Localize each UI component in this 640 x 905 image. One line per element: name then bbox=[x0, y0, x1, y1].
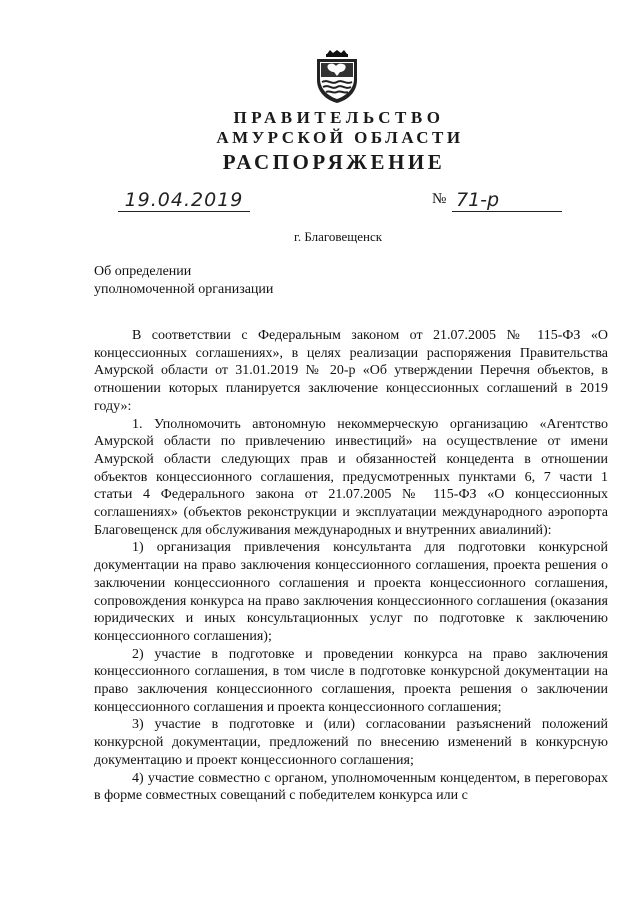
body-paragraph-subitem-1: 1) организация привлечения консультанта для подготовки конкурсной документации на право заключения концессионного соглашения, проекта решения о заключении концессионного соглашения и проекта концессионного соглашения, сопровождения конкурса на право заключения концессионного соглашения (оказания юридических и иных консультационных услуг по подготовке к заключению концессионного соглашения); bbox=[94, 540, 608, 644]
document-subject bbox=[94, 263, 273, 299]
body-paragraph-preamble: В соответствии с Федеральным законом от 21.07.2005 № 115-ФЗ «О концессионных соглашениях», в целях реализации распоряжения Правительства Амурской области от 31.01.2019 № 20-р «Об утверждении Перечня объектов, в отношении которых планируется заключение концессионных соглашений в 2019 году»: bbox=[94, 328, 608, 414]
city: г. Благовещенск bbox=[293, 229, 383, 244]
body-paragraph-item-1: 1. Уполномочить автономную некоммерческую организацию «Агентство Амурской области по привлечению инвестиций» на осуществление от имени Амурской области следующих прав и обязанностей концедента в отношении объектов концессионного соглашения, предусмотренных пунктами 6, 7 части 1 статьи 4 Федерального закона от 21.07.2005 № 115-ФЗ «О концессионных соглашениях» (объектов реконструкции и эксплуатации международного аэропорта Благовещенск для обслуживания международных и внутренних авиалиний): bbox=[94, 416, 608, 538]
body-paragraph-subitem-4: 4) участие совместно с органом, уполномоченным концедентом, в переговорах в форме совместных совещаний с победителем конкурса или с bbox=[94, 770, 608, 804]
document-number: 71-р bbox=[452, 189, 562, 212]
government-title-line1: ПРАВИТЕЛЬСТВО bbox=[233, 108, 445, 127]
amur-region-coat-of-arms-icon bbox=[314, 50, 360, 104]
number-sign: № bbox=[432, 191, 447, 207]
subject-line1: Об определении bbox=[94, 264, 192, 279]
government-title-line2: АМУРСКОЙ ОБЛАСТИ bbox=[216, 128, 464, 147]
document-date: 19.04.2019 bbox=[118, 189, 250, 212]
document-body bbox=[94, 327, 608, 805]
document-type: РАСПОРЯЖЕНИЕ bbox=[222, 150, 446, 174]
body-paragraph-subitem-3: 3) участие в подготовке и (или) согласовании разъяснений положений конкурсной документации, предложений по внесению изменений в конкурсную документацию и проект концессионного соглашения; bbox=[94, 717, 608, 768]
body-paragraph-subitem-2: 2) участие в подготовке и проведении конкурса на право заключения концессионного соглашения, в том числе в подготовке конкурсной документации на право заключения концессионного соглашения, проекта решения о заключении концессионного соглашения и проекта концессионного соглашения; bbox=[94, 646, 608, 715]
subject-line2: уполномоченной организации bbox=[94, 282, 274, 297]
